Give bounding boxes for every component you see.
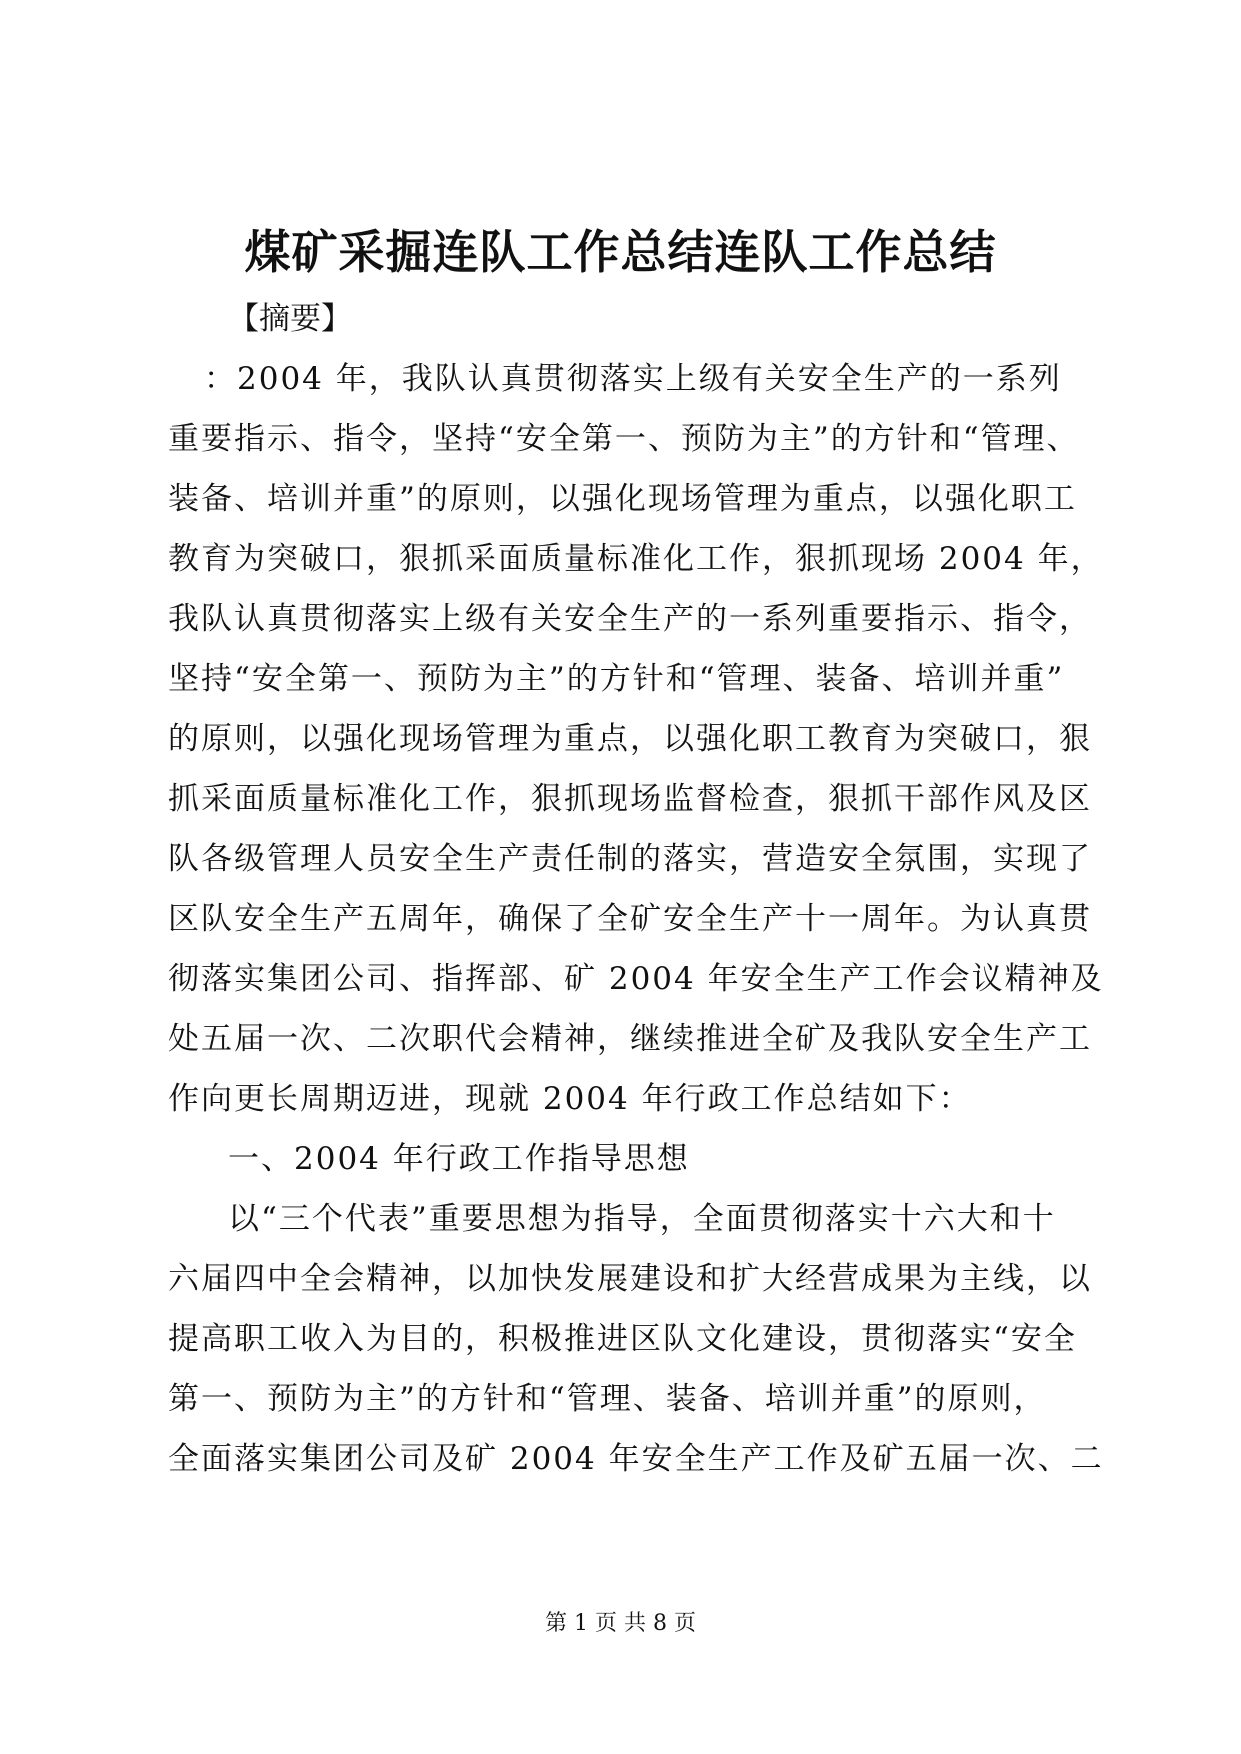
body-line: 坚持“安全第一、预防为主”的方针和“管理、装备、培训并重” <box>168 661 1065 697</box>
body-line: 队各级管理人员安全生产责任制的落实，营造安全氛围，实现了 <box>168 841 1092 877</box>
body-line: 重要指示、指令，坚持“安全第一、预防为主”的方针和“管理、 <box>168 421 1080 457</box>
body-line: 的原则，以强化现场管理为重点，以强化职工教育为突破口，狠 <box>168 721 1092 757</box>
body-line: 作向更长周期迈进，现就 2004 年行政工作总结如下： <box>168 1081 972 1117</box>
document-title: 煤矿采掘连队工作总结连队工作总结 <box>244 225 997 279</box>
body-line: 教育为突破口，狠抓采面质量标准化工作，狠抓现场 2004 年， <box>168 541 1104 577</box>
body-line: 提高职工收入为目的，积极推进区队文化建设，贯彻落实“安全 <box>168 1321 1077 1357</box>
abstract-label: 【摘要】 <box>228 301 352 337</box>
page-footer: 第 1 页 共 8 页 <box>545 1611 696 1636</box>
body-line: 以“三个代表”重要思想为指导，全面贯彻落实十六大和十 <box>228 1201 1056 1237</box>
body-line: 彻落实集团公司、指挥部、矿 2004 年安全生产工作会议精神及 <box>168 961 1104 997</box>
body-line: 区队安全生产五周年，确保了全矿安全生产十一周年。为认真贯 <box>168 901 1092 937</box>
body-line: 第一、预防为主”的方针和“管理、装备、培训并重”的原则， <box>168 1381 1047 1417</box>
body-line: 我队认真贯彻落实上级有关安全生产的一系列重要指示、指令， <box>168 601 1092 637</box>
body-line: ：2004 年，我队认真贯彻落实上级有关安全生产的一系列 <box>204 361 1062 397</box>
body-line: 六届四中全会精神，以加快发展建设和扩大经营成果为主线，以 <box>168 1261 1092 1297</box>
body-line: 处五届一次、二次职代会精神，继续推进全矿及我队安全生产工 <box>168 1021 1092 1057</box>
section-heading: 一、2004 年行政工作指导思想 <box>228 1141 690 1177</box>
body-line: 装备、培训并重”的原则，以强化现场管理为重点，以强化职工 <box>168 481 1077 517</box>
body-line: 全面落实集团公司及矿 2004 年安全生产工作及矿五届一次、二 <box>168 1441 1104 1477</box>
body-line: 抓采面质量标准化工作，狠抓现场监督检查，狠抓干部作风及区 <box>168 781 1092 817</box>
